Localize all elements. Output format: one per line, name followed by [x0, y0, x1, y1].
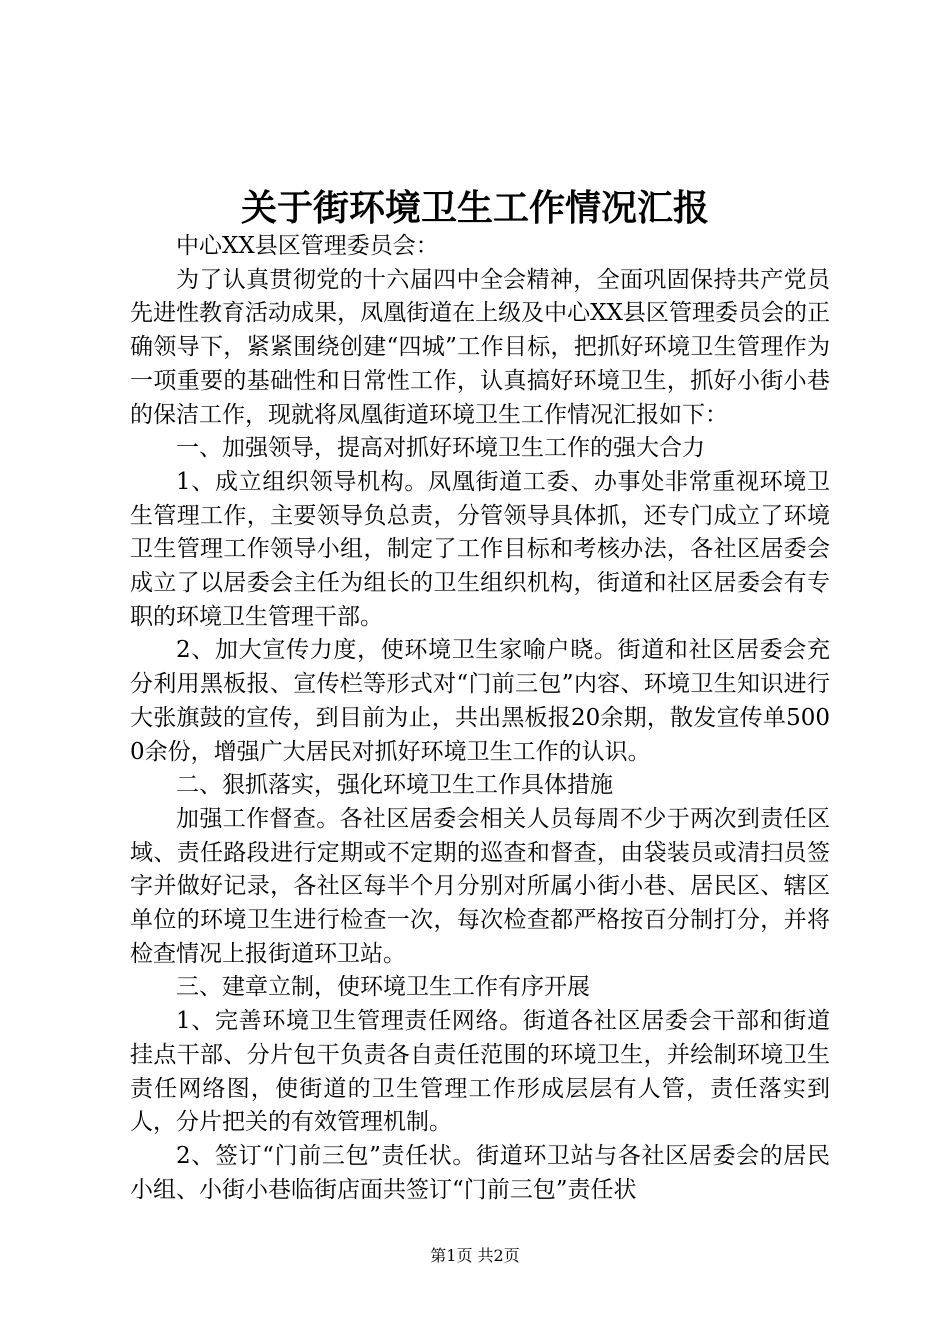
body-paragraph: 1、成立组织领导机构。凤凰街道工委、办事处非常重视环境卫生管理工作，主要领导负总责，分管领导具体抓，还专门成立了环境卫生管理工作领导小组，制定了工作目标和考核办法，各社区居委会成立了以居委会主任为组长的卫生组织机构，街道和社区居委会有专职的环境卫生管理干部。: [130, 468, 830, 630]
section-heading-2: 二、狠抓落实，强化环境卫生工作具体措施: [176, 772, 613, 799]
document-body: [130, 230, 830, 1207]
body-paragraph: 2、签订“门前三包”责任状。街道环卫站与各社区居委会的居民小组、小街小巷临街店面共签订“门前三包”责任状: [130, 1142, 830, 1203]
salutation: 中心XX县区管理委员会：: [176, 233, 439, 259]
section-heading-1: 一、加强领导，提高对抓好环境卫生工作的强大合力: [176, 435, 705, 462]
page-footer: 第1页 共2页: [430, 1246, 520, 1265]
document-title: 关于街环境卫生工作情况汇报: [240, 187, 709, 229]
body-paragraph: 加强工作督查。各社区居委会相关人员每周不少于两次到责任区域、责任路段进行定期或不定期的巡查和督查，由袋装员或清扫员签字并做好记录，各社区每半个月分别对所属小街小巷、居民区、辖区单位的环境卫生进行检查一次，每次检查都严格按百分制打分，并将检查情况上报街道环卫站。: [130, 805, 830, 967]
intro-paragraph: 为了认真贯彻党的十六届四中全会精神，全面巩固保持共产党员先进性教育活动成果，凤凰街道在上级及中心XX县区管理委员会的正确领导下，紧紧围绕创建“四城”工作目标，把抓好环境卫生管理作为一项重要的基础性和日常性工作，认真搞好环境卫生，抓好小街小巷的保洁工作，现就将凤凰街道环境卫生工作情况汇报如下：: [130, 266, 830, 428]
section-heading-3: 三、建章立制，使环境卫生工作有序开展: [176, 974, 590, 1001]
body-paragraph: 2、加大宣传力度，使环境卫生家喻户晓。街道和社区居委会充分利用黑板报、宣传栏等形式对“门前三包”内容、环境卫生知识进行大张旗鼓的宣传，到目前为止，共出黑板报20余期，散发宣传单5000余份，增强广大居民对抓好环境卫生工作的认识。: [130, 637, 830, 765]
body-paragraph: 1、完善环境卫生管理责任网络。街道各社区居委会干部和街道挂点干部、分片包干负责各自责任范围的环境卫生，并绘制环境卫生责任网络图，使街道的卫生管理工作形成层层有人管，责任落实到人，分片把关的有效管理机制。: [130, 1008, 830, 1136]
